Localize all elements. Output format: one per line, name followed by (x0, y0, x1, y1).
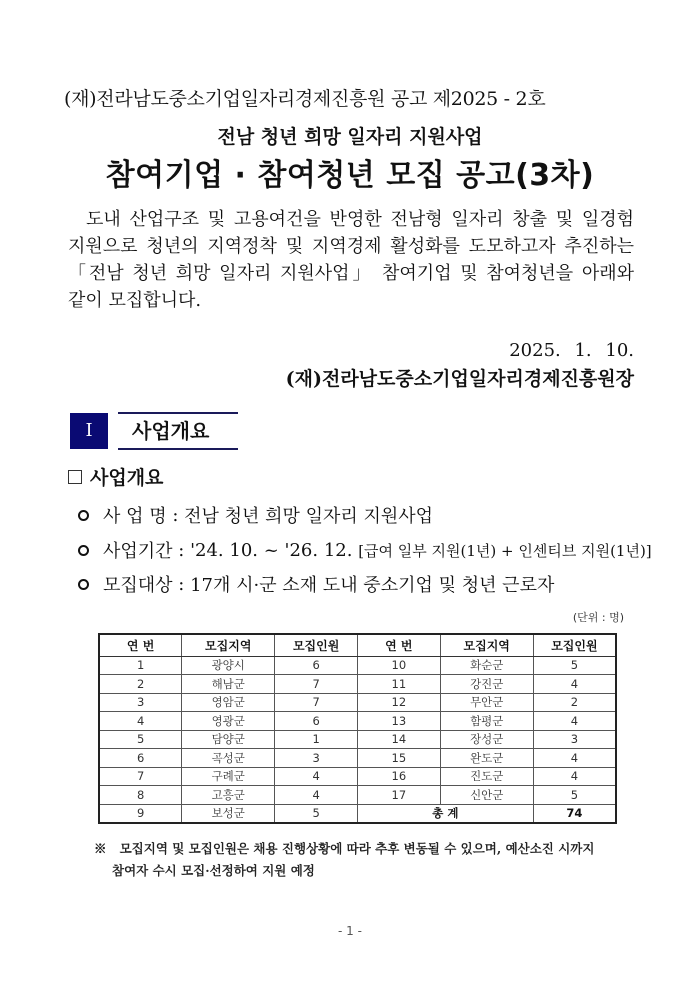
cell-region: 영암군 (182, 693, 275, 712)
intro-paragraph (68, 206, 634, 314)
cell-region: 구례군 (182, 767, 275, 786)
cell-region: 해남군 (182, 675, 275, 694)
table-row (99, 675, 616, 694)
table-row (99, 693, 616, 712)
bullet-note: [급여 일부 지원(1년) + 인센티브 지원(1년)] (358, 541, 652, 560)
total-value: 74 (533, 804, 616, 823)
cell-no: 11 (357, 675, 440, 694)
cell-count: 5 (275, 804, 358, 823)
bullet-target: 모집대상 : 17개 시·군 소재 도내 중소기업 및 청년 근로자 (78, 571, 554, 597)
cell-no: 2 (99, 675, 182, 694)
cell-count: 6 (275, 712, 358, 731)
table-row-total (99, 804, 616, 823)
bullet-business-period: 사업기간 : '24. 10. ~ '26. 12. [급여 일부 지원(1년) + 인센티브 지원(1년)] (78, 537, 652, 563)
cell-count: 4 (533, 749, 616, 768)
section-number-badge: I (70, 413, 108, 449)
cell-no: 15 (357, 749, 440, 768)
table-row (99, 767, 616, 786)
cell-count: 5 (533, 656, 616, 675)
reference-mark-icon: ※ (94, 841, 107, 856)
section-title: 사업개요 (118, 412, 238, 450)
cell-region: 담양군 (182, 730, 275, 749)
cell-region: 장성군 (440, 730, 533, 749)
notice-date: 2025. 1. 10. (509, 340, 634, 361)
cell-no: 14 (357, 730, 440, 749)
footnote-line: 참여자 수시 모집·선정하여 지원 예정 (112, 863, 315, 878)
table-header-row (99, 634, 616, 656)
footnote-line: 모집지역 및 모집인원은 채용 진행상황에 따라 추후 변동될 수 있으며, 예산소진 시까지 (119, 841, 595, 856)
header-region: 모집지역 (182, 634, 275, 656)
header-no: 연 번 (99, 634, 182, 656)
cell-region: 신안군 (440, 786, 533, 805)
square-bullet-icon (68, 470, 82, 484)
page-number: - 1 - (338, 924, 362, 938)
circle-bullet-icon (78, 510, 89, 521)
cell-count: 4 (275, 767, 358, 786)
cell-region: 완도군 (440, 749, 533, 768)
footnote (94, 838, 644, 882)
cell-count: 5 (533, 786, 616, 805)
cell-region: 함평군 (440, 712, 533, 731)
intro-line: 「전남 청년 희망 일자리 지원사업」 참여기업 및 참여청년을 아래와 (68, 263, 634, 284)
cell-count: 4 (275, 786, 358, 805)
table-row (99, 786, 616, 805)
recruitment-table (98, 633, 617, 824)
table-unit: (단위 : 명) (572, 611, 624, 624)
circle-bullet-icon (78, 579, 89, 590)
table-row (99, 656, 616, 675)
cell-count: 4 (533, 712, 616, 731)
cell-region: 진도군 (440, 767, 533, 786)
header-no: 연 번 (357, 634, 440, 656)
cell-region: 광양시 (182, 656, 275, 675)
cell-no: 4 (99, 712, 182, 731)
total-label: 총 계 (357, 804, 533, 823)
cell-no: 16 (357, 767, 440, 786)
cell-count: 7 (275, 675, 358, 694)
cell-no: 12 (357, 693, 440, 712)
cell-no: 9 (99, 804, 182, 823)
intro-line: 지원으로 청년의 지역정착 및 지역경제 활성화를 도모하고자 추진하는 (68, 236, 634, 257)
table-row (99, 730, 616, 749)
intro-line: 도내 산업구조 및 고용여건을 반영한 전남형 일자리 창출 및 일경험 (86, 209, 634, 230)
cell-count: 7 (275, 693, 358, 712)
bullet-label: 사 업 명 (103, 506, 167, 527)
circle-bullet-icon (78, 545, 89, 556)
header-region: 모집지역 (440, 634, 533, 656)
bullet-value: 17개 시·군 소재 도내 중소기업 및 청년 근로자 (190, 575, 555, 596)
cell-count: 3 (533, 730, 616, 749)
cell-count: 6 (275, 656, 358, 675)
cell-no: 10 (357, 656, 440, 675)
subheading-label: 사업개요 (90, 467, 164, 489)
cell-no: 6 (99, 749, 182, 768)
subheading (68, 463, 163, 490)
cell-region: 화순군 (440, 656, 533, 675)
signer-name: (재)전라남도중소기업일자리경제진흥원장 (285, 368, 634, 390)
cell-no: 8 (99, 786, 182, 805)
bullet-value: 전남 청년 희망 일자리 지원사업 (184, 506, 434, 527)
cell-no: 13 (357, 712, 440, 731)
cell-no: 1 (99, 656, 182, 675)
cell-region: 무안군 (440, 693, 533, 712)
cell-count: 4 (533, 767, 616, 786)
bullet-value: '24. 10. ~ '26. 12. (190, 539, 353, 561)
table-row (99, 749, 616, 768)
header-count: 모집인원 (275, 634, 358, 656)
cell-count: 2 (533, 693, 616, 712)
cell-count: 1 (275, 730, 358, 749)
cell-no: 17 (357, 786, 440, 805)
notice-number: (재)전라남도중소기업일자리경제진흥원 공고 제2025 - 2호 (64, 88, 546, 110)
cell-region: 보성군 (182, 804, 275, 823)
cell-count: 4 (533, 675, 616, 694)
document-title: 참여기업 · 참여청년 모집 공고(3차) (105, 158, 595, 193)
cell-no: 7 (99, 767, 182, 786)
document-subtitle: 전남 청년 희망 일자리 지원사업 (217, 126, 483, 148)
intro-line: 같이 모집합니다. (68, 290, 202, 311)
cell-region: 고흥군 (182, 786, 275, 805)
cell-count: 3 (275, 749, 358, 768)
cell-no: 5 (99, 730, 182, 749)
cell-region: 곡성군 (182, 749, 275, 768)
header-count: 모집인원 (533, 634, 616, 656)
bullet-business-name: 사 업 명 : 전남 청년 희망 일자리 지원사업 (78, 502, 433, 528)
cell-region: 강진군 (440, 675, 533, 694)
cell-region: 영광군 (182, 712, 275, 731)
bullet-label: 모집대상 (103, 575, 173, 596)
cell-no: 3 (99, 693, 182, 712)
bullet-label: 사업기간 (103, 541, 173, 562)
table-row (99, 712, 616, 731)
